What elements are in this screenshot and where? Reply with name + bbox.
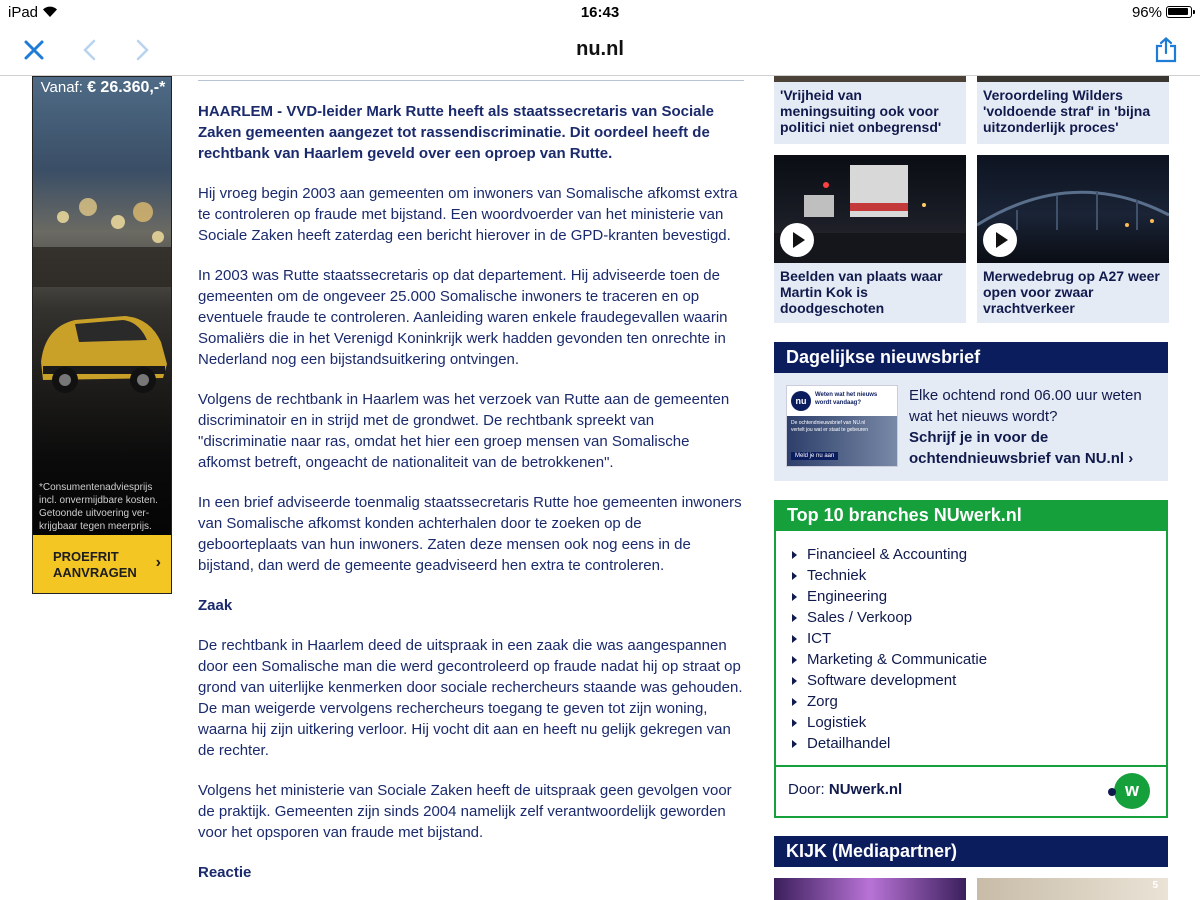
ad-price-value: € 26.360,-* [87,79,166,96]
ad-lights-illustration [33,177,172,287]
nuwerk-footer-name: NUwerk.nl [828,781,903,798]
nuwerk-top10-box [774,500,1168,818]
article-lead: HAARLEM - VVD-leider Mark Rutte heeft als staatssecretaris van Sociale Zaken gemeenten aangezet tot rassendiscriminatie. Dit oordeel heeft de rechtbank van Haarlem geveld over een oproep van Rutte. [198,103,715,162]
nuwerk-footer-prefix: Door: [788,781,825,798]
article-body [198,80,744,900]
newsletter-heading: Dagelijkse nieuwsbrief [774,342,1168,373]
status-bar [0,0,1200,24]
back-icon [82,39,98,61]
nuwerk-footer[interactable] [776,765,1166,816]
article-paragraph: De rechtbank in Haarlem deed de uitspraak in een zaak die was aangespannen door een Somalische man die werd gecontroleerd op fraude nadat hij op straat op grond van uiterlijke kenmerken door sociale rechercheurs staande was gehouden. De man weigerde vervolgens rechercheurs toegang te geven tot zijn woning, waarna hij zijn uitkering verloor. Hij vocht dit aan en heeft nu gelijk gekregen van de rechter. [198,637,743,759]
test-drive-button[interactable] [33,535,172,594]
battery-percentage: 96% [1131,4,1162,21]
newsletter-text [909,385,1159,469]
newsletter-image-button: Meld je nu aan [791,452,838,460]
article-paragraph: Volgens het ministerie van Sociale Zaken heeft de uitspraak geen gevolgen voor de praktijk. Gemeenten zijn sinds 2004 namelijk zelf verantwoordelijk geworden voor het opsporen van fraude met bijstand. [198,782,732,841]
play-icon [983,223,1017,257]
news-card-caption: Beelden van plaats waar Martin Kok is doodgeschoten [780,268,943,316]
car-image [35,282,171,402]
battery-icon [1166,6,1192,18]
cta-line-2: AANVRAGEN [53,565,137,580]
article-subheading: Reactie [198,864,252,881]
article-paragraph: Volgens de rechtbank in Haarlem was het verzoek van Rutte aan de gemeenten discriminatoir en in strijd met de grondwet. De rechtbank spreekt van "discriminatie naar ras, omdat het hier een groep mensen van Somalische afkomst betreft, ongeacht de nationaliteit van de betrokkenen". [198,391,730,471]
news-card-caption: Merwedebrug op A27 weer open voor zwaar vrachtverkeer [983,268,1160,316]
page-title: nu.nl [576,38,624,60]
nuwerk-logo-letter: w [1124,780,1139,800]
divider [198,80,744,81]
branch-link[interactable]: Detailhandel [790,733,1166,754]
article-paragraph: In 2003 was Rutte staatssecretaris op dat departement. Hij adviseerde toen de gemeenten om de ongeveer 25.000 Somalische inwoners te traceren en op eventuele fraude te controleren. Aanleiding waren enkele fraudegevallen waarin Somaliërs die in het Verenigd Koninkrijk werk hadden gevonden ten onrechte in Nederland nog een bijstandsuitkering ontvingen. [198,267,728,368]
news-card-thumbnail [774,155,966,263]
forward-icon [134,39,150,61]
news-card[interactable] [977,76,1169,144]
share-icon [1154,37,1178,63]
nuwerk-heading: Top 10 branches NUwerk.nl [776,502,1166,531]
branch-link[interactable]: Engineering [790,586,1166,607]
branch-link[interactable]: Logistiek [790,712,1166,733]
newsletter-image-title: Weten wat het nieuws wordt vandaag? [815,392,878,406]
branch-link[interactable]: Software development [790,670,1166,691]
kijk-video-thumbnail[interactable] [977,878,1168,900]
newsletter-signup-link[interactable]: Schrijf je in voor de ochtendnieuwsbrief van NU.nl › [909,429,1134,467]
chevron-right-icon: › [155,554,161,571]
news-card-thumbnail [977,155,1169,263]
clock: 16:43 [580,4,620,21]
newsletter-image-subtitle: De ochtendnieuwsbrief van NU.nl vertelt jou wat er staat te gebeuren [791,420,868,433]
newsletter-box[interactable] [774,373,1168,481]
news-card-caption: 'Vrijheid van meningsuiting ook voor politici niet onbegrensd' [780,87,942,135]
car-advertisement[interactable] [32,76,172,594]
branch-link[interactable]: Zorg [790,691,1166,712]
nuwerk-logo-icon [1114,773,1150,809]
cta-line-1: PROEFRIT [53,549,119,564]
ad-price [33,79,172,97]
branch-link[interactable]: ICT [790,628,1166,649]
ad-disclaimer: *Consumentenadviesprijs incl. onvermijdbare kosten. Getoonde uitvoering ver-krijgbaar tegen meerprijs. [39,482,158,532]
ad-price-prefix: Vanaf: [40,79,83,96]
back-button[interactable] [74,34,106,66]
news-card-caption: Veroordeling Wilders 'voldoende straf' in 'bijna uitzonderlijk proces' [983,87,1151,135]
newsletter-description: Elke ochtend rond 06.00 uur weten wat het nieuws wordt? [909,387,1142,425]
share-button[interactable] [1150,34,1182,66]
news-card[interactable] [774,76,966,144]
browser-toolbar [0,24,1200,76]
article-paragraph: Hij vroeg begin 2003 aan gemeenten om inwoners van Somalische afkomst extra te controleren op fraude met bijstand. Een woordvoerder van het ministerie van Sociale Zaken heeft zaterdag een bericht hierover in de GPD-kranten bevestigd. [198,185,738,244]
branch-link[interactable]: Financieel & Accounting [790,544,1166,565]
branch-list [776,531,1166,754]
channel-badge: 5 [1152,880,1158,891]
video-news-card[interactable] [774,155,966,323]
kijk-video-thumbnail[interactable] [774,878,966,900]
branch-link[interactable]: Sales / Verkoop [790,607,1166,628]
branch-link[interactable]: Techniek [790,565,1166,586]
device-name: iPad [8,4,39,21]
branch-link[interactable]: Marketing & Communicatie [790,649,1166,670]
close-icon [23,39,45,61]
close-button[interactable] [18,34,50,66]
video-news-card[interactable] [977,155,1169,323]
play-icon [780,223,814,257]
nu-logo: nu [791,391,811,411]
article-paragraph: In een brief adviseerde toenmalig staatssecretaris Rutte hoe gemeenten inwoners van Somalische afkomst konden achterhalen door te zoeken op de geboorteplaats van hun inwoners. Zaten deze mensen ook nog eens in de bijstand, dan werd de gemeente geadviseerd hen extra te controleren. [198,494,742,574]
forward-button[interactable] [126,34,158,66]
newsletter-image [786,385,898,467]
kijk-heading: KIJK (Mediapartner) [774,836,1168,867]
article-subheading: Zaak [198,597,233,614]
